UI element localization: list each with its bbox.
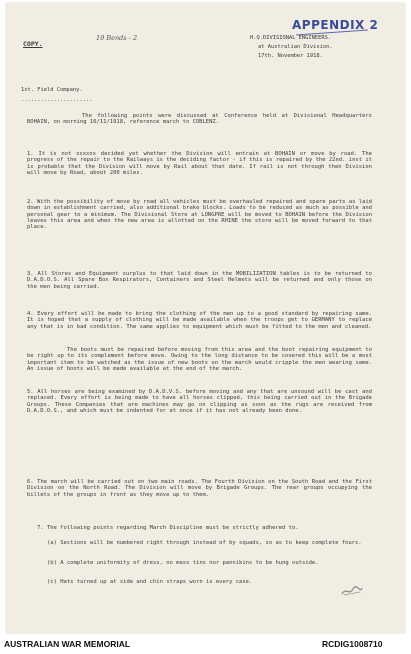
paragraph-4-boots: The boots must be repaired before moving from this area and the boot repairing equipment to be right up to its complement before move. Owing to the long distance to be covered this will be a most important item to be watched as the issue of new boots on the march would cripple the men wearing same. An issue of boots will be made available at the end of the march. [27, 347, 372, 373]
paragraph-2: 2. With the possibility of move by road all vehicles must be overhauled repaired and spare parts as laid down in establishment carried, also additional brake blocks. Loads to be reduced as much as possible and personal gear to a minimum. The Divisional Store at LONGPRE will be moved to BOHAIN before the Division leaves this area and when the new area is allotted on the RHINE the store will be moved forward to that place. [27, 199, 372, 231]
paragraph-7c: (c) Hats turned up at side and chin straps worn is every case. [47, 579, 253, 585]
paragraph-5: 5. All horses are being examined by D.A.D.V.S. before moving and any that are unsound will be cast and replaced. Every effort is being made to have all horses clipped, this being carried out in the Brigade Groups. These Companies that are machines may go on clipping as soon as the rugs are received from D.A.D.O.S., and which must be indented for at once if it has not already been done. [27, 389, 372, 415]
intro-paragraph: The following points were discussed at Conference held at Divisional Headquarters BOHAIN, on morning 16/11/1918, reference march to COBLENZ. [27, 113, 372, 126]
paragraph-7: 7. The following points regarding March Discipline must be strictly adhered to. [37, 525, 299, 531]
paragraph-7a: (a) Sections will be numbered right through instead of by squads, so as to keep complete fours. [47, 540, 362, 546]
footer-institution: AUSTRALIAN WAR MEMORIAL [4, 639, 131, 649]
paragraph-1: 1. It is not xxxxxx decided yet whether the Division will entrain at BOHAIN or move by road. The progress of the repair to the Railways is the deciding factor - if this is repaired by the 22nd. inst it is probable that the Division will move by Rail about that date. If rail is not through then Division will move by Road, about 200 miles. [27, 151, 372, 177]
signature-scribble-icon [340, 585, 364, 597]
addressee-dots: ...................... [21, 97, 93, 103]
paragraph-6: 6. The march will be carried out on two main roads. The Fourth Division on the South Road and the First Division on the North Road. The Division will move by Brigade Groups. The rear groups occupying the billets of the groups in front as they move up to them. [27, 479, 372, 498]
document-page [6, 3, 405, 633]
copy-label: COPY. [23, 40, 43, 48]
paragraph-3: 3. All Stores and Equipment surplus to that laid down in the MOBILIZATION tables is to be returned to D.A.D.O.S. All Spare Box Respirators, Containers and Steel Helmets will be returned and only those on the men being carried. [27, 271, 372, 290]
handwritten-reference: 19 Bends - 2 [96, 34, 138, 42]
paragraph-4: 4. Every effort will be made to bring the clothing of the men up to a good standard by repairing same. It is hoped that a supply of clothing will be made available when the troops get to GERMANY to replace any that is in bad condition. The same applies to equipment which must be fitted to the men and cleaned. [27, 311, 372, 330]
addressee: 1st. Field Company. [21, 87, 83, 93]
office-line-1: H.Q.DIVISIONAL ENGINEERS. [250, 35, 332, 41]
date-line: 17th. November 1918. [258, 53, 323, 59]
paragraph-7b: (b) A complete uniformity of dress, no mess tins nor pannikins to be hung outside. [47, 560, 319, 566]
appendix-stamp: APPENDIX 2 [292, 18, 379, 32]
footer-record-id: RCDIG1008710 [322, 639, 383, 649]
office-line-2: at Australian Division. [258, 44, 333, 50]
